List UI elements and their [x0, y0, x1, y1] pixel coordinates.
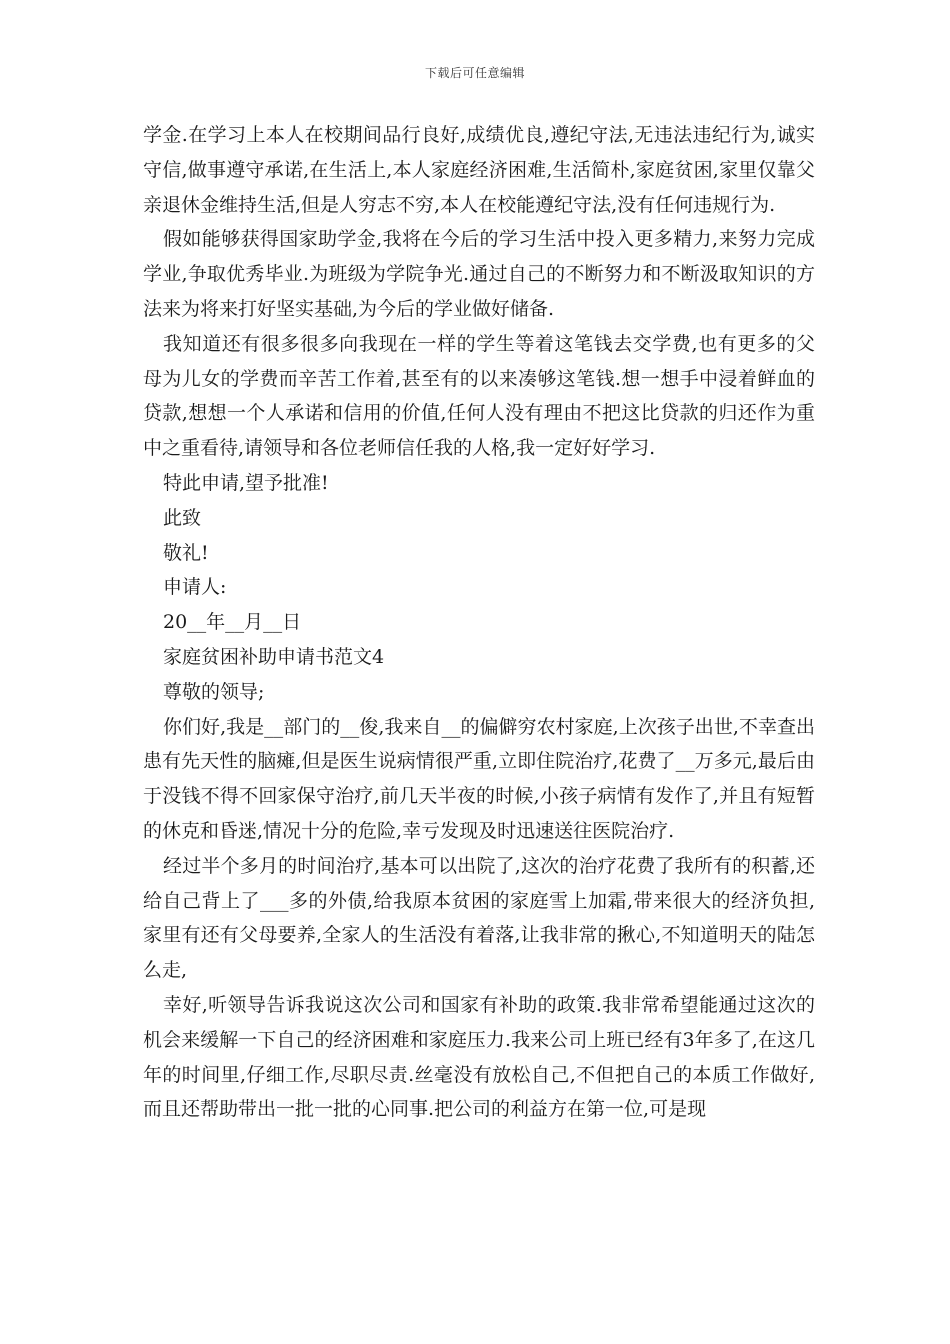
applicant-label: 申请人:	[163, 576, 227, 599]
paragraph-grant-plan: 假如能够获得国家助学金,我将在今后的学习生活中投入更多精力,来努力完成学业,争取优秀毕业.为班级为学院争光.通过自己的不断努力和不断汲取知识的方法来为将来打好坚实基础,为今后的学业做好储备.	[143, 228, 815, 320]
date-line: 20__年__月__日	[163, 611, 302, 634]
paragraph-family-situation: 你们好,我是__部门的__俊,我来自__的偏僻穷农村家庭,上次孩子出世,不幸查出患有先天性的脑瘫,但是医生说病情很严重,立即住院治疗,花费了__万多元,最后由于没钱不得不回家保守治疗,前几天半夜的时候,小孩子病情有发作了,并且有短暂的休克和昏迷,情况十分的危险,幸亏发现及时迅速送往医院治疗.	[143, 715, 815, 842]
section-title: 家庭贫困补助申请书范文4	[163, 645, 385, 668]
paragraph-subsidy-request: 幸好,听领导告诉我说这次公司和国家有补助的政策.我非常希望能通过这次的机会来缓解一下自己的经济困难和家庭压力.我来公司上班已经有3年多了,在这几年的时间里,仔细工作,尽职尽责.丝毫没有放松自己,不但把自己的本质工作做好,而且还帮助带出一批一批的心同事.把公司的利益方在第一位,可是现	[143, 993, 815, 1121]
paragraph-treatment-cost: 经过半个多月的时间治疗,基本可以出院了,这次的治疗花费了我所有的积蓄,还给自己背上了___多的外债,给我原本贫困的家庭雪上加霜,带来很大的经济负担,家里有还有父母要养,全家人的生活没有着落,让我非常的揪心,不知道明天的陆怎么走,	[143, 854, 815, 982]
paragraph-commitment: 我知道还有很多很多向我现在一样的学生等着这笔钱去交学费,也有更多的父母为儿女的学费而辛苦工作着,甚至有的以来凑够这笔钱.想一想手中浸着鲜血的贷款,想想一个人承诺和信用的价值,任何人没有理由不把这比贷款的归还作为重中之重看待,请领导和各位老师信任我的人格,我一定好好学习.	[143, 332, 815, 460]
paragraph-continuation: 学金.在学习上本人在校期间品行良好,成绩优良,遵纪守法,无违法违纪行为,诚实守信,做事遵守承诺,在生活上,本人家庭经济困难,生活简朴,家庭贫困,家里仅靠父亲退休金维持生活,但是人穷志不穷,本人在校能遵纪守法,没有任何违规行为.	[143, 124, 815, 216]
greeting: 尊敬的领导;	[163, 680, 265, 703]
page-header: 下载后可任意编辑	[424, 66, 525, 80]
closing-request: 特此申请,望予批准!	[163, 471, 329, 494]
closing-salutation: 此致	[163, 506, 202, 529]
closing-regards: 敬礼!	[163, 541, 209, 564]
document-body	[143, 118, 815, 1127]
